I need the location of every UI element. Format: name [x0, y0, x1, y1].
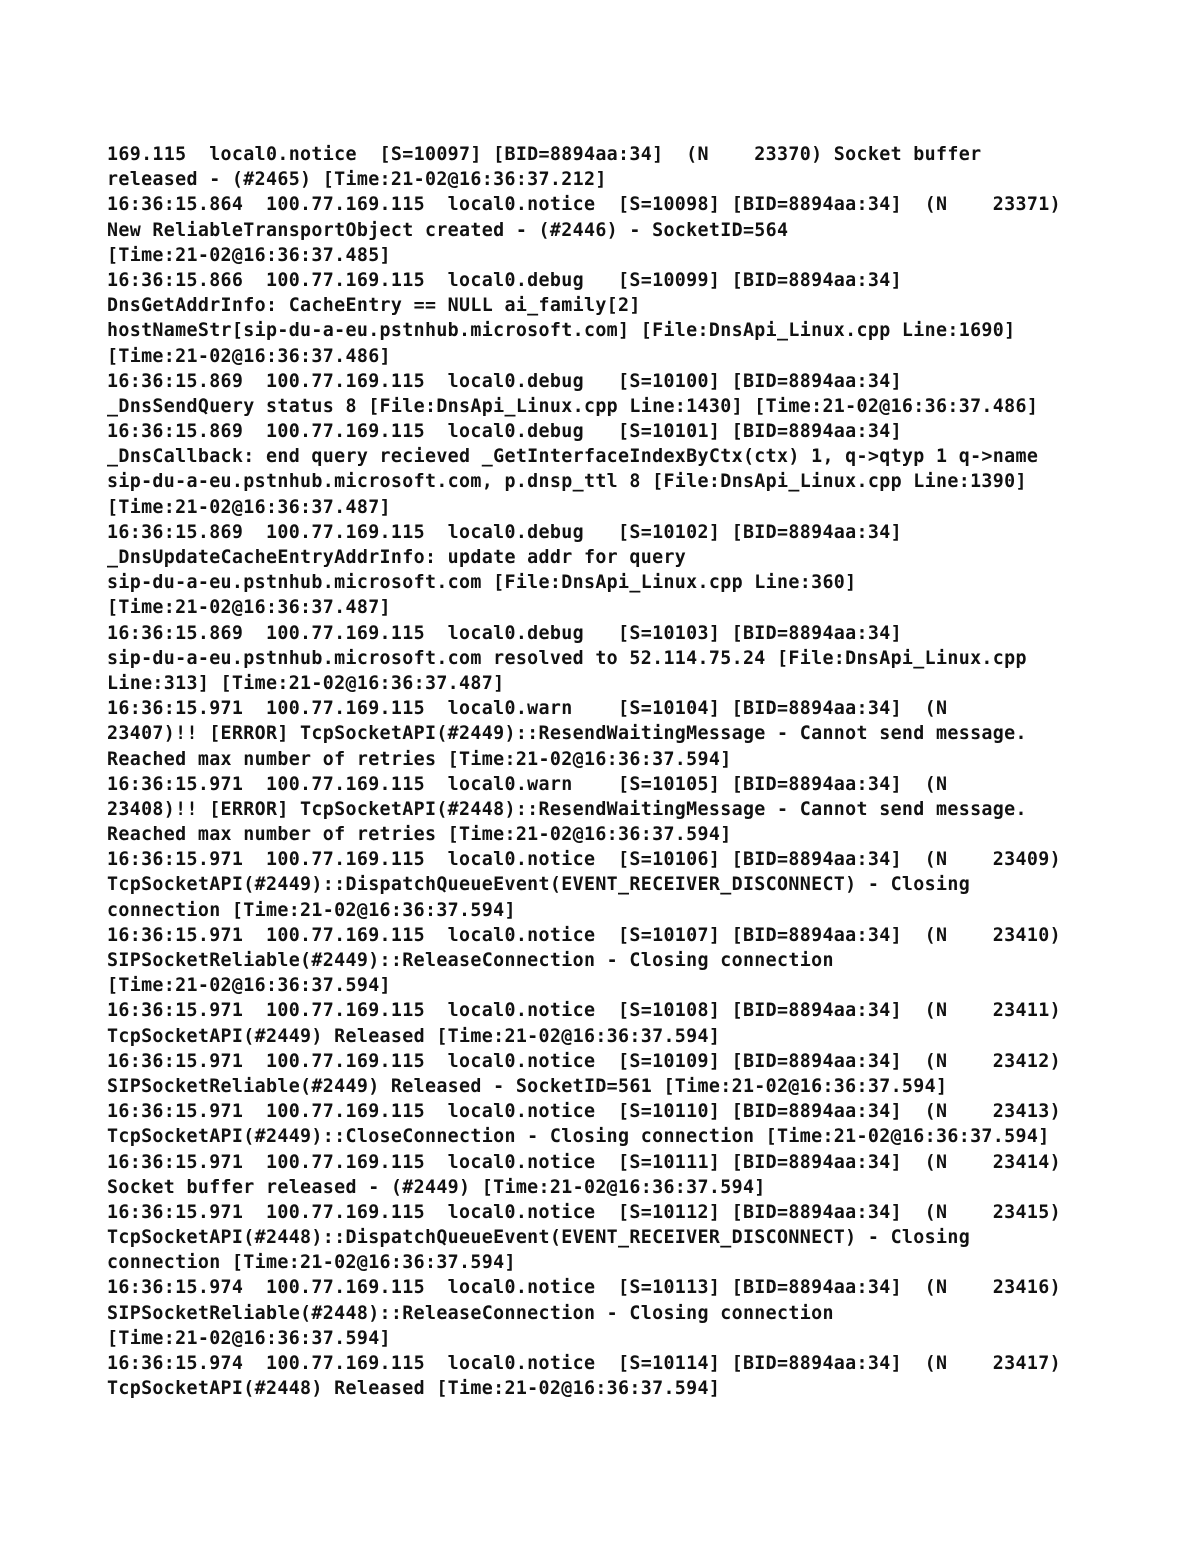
- log-line: Line:313] [Time:21-02@16:36:37.487]: [107, 672, 505, 694]
- log-line: released - (#2465) [Time:21-02@16:36:37.212]: [107, 169, 607, 191]
- log-line: 23408)!! [ERROR] TcpSocketAPI(#2448)::ResendWaitingMessage - Cannot send message.: [107, 798, 1027, 820]
- log-line: Reached max number of retries [Time:21-02@16:36:37.594]: [107, 824, 732, 846]
- log-line: TcpSocketAPI(#2449)::CloseConnection - Closing connection [Time:21-02@16:36:37.594]: [107, 1126, 1050, 1148]
- log-line: 16:36:15.869 100.77.169.115 local0.debug [S=10100] [BID=8894aa:34]: [107, 370, 902, 392]
- log-line: 16:36:15.971 100.77.169.115 local0.notice [S=10110] [BID=8894aa:34] (N 23413): [107, 1101, 1061, 1123]
- log-line: 16:36:15.971 100.77.169.115 local0.warn [S=10104] [BID=8894aa:34] (N: [107, 698, 948, 720]
- log-line: [Time:21-02@16:36:37.594]: [107, 1327, 391, 1349]
- log-line: SIPSocketReliable(#2448)::ReleaseConnection - Closing connection: [107, 1302, 834, 1324]
- log-line: sip-du-a-eu.pstnhub.microsoft.com, p.dnsp_ttl 8 [File:DnsApi_Linux.cpp Line:1390]: [107, 471, 1027, 493]
- log-line: 16:36:15.864 100.77.169.115 local0.notice [S=10098] [BID=8894aa:34] (N 23371): [107, 194, 1061, 216]
- log-line: DnsGetAddrInfo: CacheEntry == NULL ai_family[2]: [107, 295, 641, 317]
- log-line: Socket buffer released - (#2449) [Time:21-02@16:36:37.594]: [107, 1176, 766, 1198]
- log-line: SIPSocketReliable(#2449) Released - SocketID=561 [Time:21-02@16:36:37.594]: [107, 1075, 948, 1097]
- log-line: 169.115 local0.notice [S=10097] [BID=8894aa:34] (N 23370) Socket buffer: [107, 144, 982, 165]
- log-line: 16:36:15.869 100.77.169.115 local0.debug [S=10101] [BID=8894aa:34]: [107, 421, 902, 443]
- log-line: _DnsCallback: end query recieved _GetInterfaceIndexByCtx(ctx) 1, q->qtyp 1 q->name: [107, 446, 1039, 468]
- log-line: hostNameStr[sip-du-a-eu.pstnhub.microsoft.com] [File:DnsApi_Linux.cpp Line:1690]: [107, 320, 1016, 342]
- log-line: 23407)!! [ERROR] TcpSocketAPI(#2449)::ResendWaitingMessage - Cannot send message.: [107, 723, 1027, 745]
- log-line: Reached max number of retries [Time:21-02@16:36:37.594]: [107, 748, 732, 770]
- log-line: 16:36:15.971 100.77.169.115 local0.notice [S=10107] [BID=8894aa:34] (N 23410): [107, 924, 1061, 946]
- log-line: 16:36:15.866 100.77.169.115 local0.debug [S=10099] [BID=8894aa:34]: [107, 269, 902, 291]
- log-line: TcpSocketAPI(#2449) Released [Time:21-02@16:36:37.594]: [107, 1025, 721, 1047]
- log-line: _DnsSendQuery status 8 [File:DnsApi_Linux.cpp Line:1430] [Time:21-02@16:36:37.486]: [107, 395, 1039, 417]
- log-line: 16:36:15.971 100.77.169.115 local0.notice [S=10108] [BID=8894aa:34] (N 23411): [107, 1000, 1061, 1022]
- log-line: [Time:21-02@16:36:37.487]: [107, 597, 391, 619]
- log-line: [Time:21-02@16:36:37.486]: [107, 345, 391, 367]
- log-line: 16:36:15.971 100.77.169.115 local0.warn [S=10105] [BID=8894aa:34] (N: [107, 773, 948, 795]
- log-line: connection [Time:21-02@16:36:37.594]: [107, 899, 516, 921]
- log-line: 16:36:15.869 100.77.169.115 local0.debug [S=10103] [BID=8894aa:34]: [107, 622, 902, 644]
- log-line: 16:36:15.869 100.77.169.115 local0.debug [S=10102] [BID=8894aa:34]: [107, 521, 902, 543]
- log-line: TcpSocketAPI(#2448)::DispatchQueueEvent(EVENT_RECEIVER_DISCONNECT) - Closing: [107, 1227, 971, 1249]
- log-line: TcpSocketAPI(#2448) Released [Time:21-02@16:36:37.594]: [107, 1378, 721, 1400]
- log-line: _DnsUpdateCacheEntryAddrInfo: update addr for query: [107, 547, 687, 568]
- log-text-block: [107, 142, 1167, 1401]
- log-line: [Time:21-02@16:36:37.594]: [107, 975, 391, 997]
- log-line: 16:36:15.974 100.77.169.115 local0.notice [S=10113] [BID=8894aa:34] (N 23416): [107, 1277, 1061, 1299]
- log-line: SIPSocketReliable(#2449)::ReleaseConnection - Closing connection: [107, 950, 834, 971]
- log-line: [Time:21-02@16:36:37.485]: [107, 244, 391, 266]
- log-line: 16:36:15.971 100.77.169.115 local0.notice [S=10109] [BID=8894aa:34] (N 23412): [107, 1050, 1061, 1072]
- log-line: 16:36:15.971 100.77.169.115 local0.notice [S=10111] [BID=8894aa:34] (N 23414): [107, 1151, 1061, 1173]
- log-line: [Time:21-02@16:36:37.487]: [107, 496, 391, 518]
- log-line: connection [Time:21-02@16:36:37.594]: [107, 1252, 516, 1274]
- log-line: TcpSocketAPI(#2449)::DispatchQueueEvent(EVENT_RECEIVER_DISCONNECT) - Closing: [107, 874, 971, 896]
- log-line: sip-du-a-eu.pstnhub.microsoft.com resolved to 52.114.75.24 [File:DnsApi_Linux.cpp: [107, 647, 1027, 669]
- log-line: 16:36:15.974 100.77.169.115 local0.notice [S=10114] [BID=8894aa:34] (N 23417): [107, 1353, 1061, 1374]
- log-line: New ReliableTransportObject created - (#2446) - SocketID=564: [107, 219, 789, 241]
- log-line: sip-du-a-eu.pstnhub.microsoft.com [File:DnsApi_Linux.cpp Line:360]: [107, 572, 857, 594]
- log-line: 16:36:15.971 100.77.169.115 local0.notice [S=10112] [BID=8894aa:34] (N 23415): [107, 1201, 1061, 1223]
- log-line: 16:36:15.971 100.77.169.115 local0.notice [S=10106] [BID=8894aa:34] (N 23409): [107, 849, 1061, 871]
